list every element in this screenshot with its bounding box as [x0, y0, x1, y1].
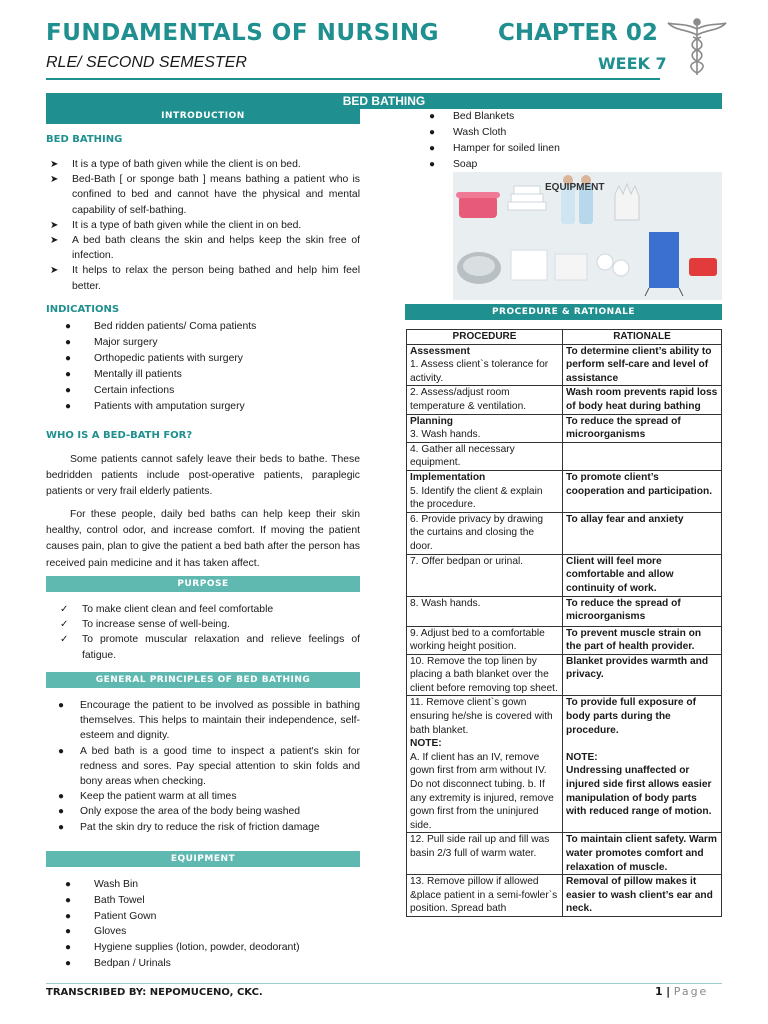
general-principles-banner: GENERAL PRINCIPLES OF BED BATHING: [46, 672, 360, 688]
list-item: ● Wash Bin: [46, 877, 360, 893]
list-item: ● Bedpan / Urinals: [46, 956, 360, 972]
rationale-cell: Removal of pillow makes it easier to wash client’s ear and neck.: [563, 875, 722, 917]
list-item: ● Hygiene supplies (lotion, powder, deodorant): [46, 940, 360, 956]
table-row: [407, 696, 722, 833]
procedure-cell: 10. Remove the top linen by placing a bath blanket over the client before removing top sheet.: [407, 654, 563, 696]
list-item: ➤ It is a type of bath given while the client is on bed.: [46, 157, 360, 172]
procedure-cell: 5. Identify the client & explain the procedure.: [410, 485, 543, 511]
procedure-cell: 4. Gather all necessary equipment.: [407, 442, 563, 470]
list-item: ● A bed bath is a good time to inspect a patient's skin for redness and sores. Pay special attention to skin folds and bony areas when checking.: [58, 745, 360, 788]
page-word: Page: [673, 985, 709, 998]
checkmark-icon: ✓: [60, 604, 69, 615]
week-label: WEEK 7: [598, 54, 667, 73]
who-paragraph-1: Some patients cannot safely leave their beds to bathe. These bedridden patients include post-operative patients, paraplegic patients or very frail elderly patients.: [46, 454, 360, 498]
bullet-dot-icon: ●: [429, 159, 436, 170]
bullet-dot-icon: ●: [65, 337, 72, 348]
note-label: NOTE:: [566, 751, 598, 763]
page-number: [655, 985, 708, 998]
procedure-cell: 12. Pull side rail up and fill was basin 2/3 full of warm water.: [407, 833, 563, 875]
list-item: ● Bath Towel: [46, 893, 360, 909]
rationale-cell: To provide full exposure of body parts during the procedure.: [566, 697, 696, 736]
rationale-cell: Client will feel more comfortable and allow continuity of work.: [563, 554, 722, 596]
page-number-value: 1: [655, 985, 663, 998]
list-item: ➤ It is a type of bath given while the client in on bed.: [46, 218, 360, 233]
table-row: [407, 470, 722, 512]
procedure-cell: 11. Remove client`s gown ensuring he/she is covered with bath blanket.: [410, 697, 553, 736]
table-row: [407, 875, 722, 917]
list-item: ✓ To make client clean and feel comfortable: [56, 602, 360, 617]
equipment-banner: EQUIPMENT: [46, 851, 360, 867]
bullet-dot-icon: ●: [429, 111, 436, 122]
table-row: [407, 414, 722, 442]
document-title: FUNDAMENTALS OF NURSING: [46, 20, 439, 46]
arrow-bullet-icon: ➤: [50, 265, 59, 277]
header-divider: [46, 78, 660, 80]
footer-divider: [46, 983, 722, 984]
rationale-cell: Blanket provides warmth and privacy.: [563, 654, 722, 696]
purpose-banner: PURPOSE: [46, 576, 360, 592]
bullet-dot-icon: ●: [58, 700, 65, 711]
list-item: ➤ It helps to relax the person being bathed and help him feel better.: [50, 265, 360, 292]
rationale-cell: [563, 442, 722, 470]
bullet-dot-icon: ●: [58, 821, 65, 833]
equipment-collage-image: [453, 172, 722, 300]
bullet-dot-icon: ●: [65, 957, 72, 969]
equipment-list-left: [46, 877, 360, 972]
list-item: ● Mentally ill patients: [46, 367, 360, 383]
bullet-dot-icon: ●: [65, 353, 72, 364]
bullet-dot-icon: ●: [65, 910, 72, 922]
list-item: ➤ Bed-Bath [ or sponge bath ] means bathing a patient who is confined to bed and cannot have the physical and mental capability of self-bathing.: [50, 174, 360, 216]
document-subtitle: RLE/ SECOND SEMESTER: [46, 54, 247, 71]
step-subheading: Assessment: [410, 345, 471, 357]
procedure-table: [406, 329, 722, 917]
list-item: ✓ To increase sense of well-being.: [56, 617, 360, 632]
bullet-dot-icon: ●: [58, 806, 65, 818]
page-separator: |: [666, 985, 671, 998]
list-item: ● Only expose the area of the body being washed: [54, 804, 360, 819]
bullet-dot-icon: ●: [65, 926, 72, 938]
main-banner: BED BATHING: [46, 93, 722, 109]
bullet-dot-icon: ●: [65, 942, 72, 954]
table-row: [407, 442, 722, 470]
procedure-column-header: PROCEDURE: [407, 330, 563, 345]
who-heading: WHO IS A BED-BATH FOR?: [46, 430, 193, 441]
table-row: [407, 833, 722, 875]
list-item: ● Orthopedic patients with surgery: [46, 351, 360, 367]
bullet-dot-icon: ●: [65, 894, 72, 906]
arrow-bullet-icon: ➤: [50, 235, 59, 247]
procedure-cell: 13. Remove pillow if allowed &place patient in a semi-fowler`s position. Spread bath: [407, 875, 563, 917]
caduceus-icon: [666, 15, 728, 77]
note-label: NOTE:: [410, 738, 442, 750]
general-principles-list: [54, 698, 360, 835]
table-row: [407, 626, 722, 654]
procedure-cell: 1. Assess client`s tolerance for activity.: [410, 359, 549, 384]
table-row: [407, 596, 722, 626]
procedure-banner: PROCEDURE & RATIONALE: [405, 304, 722, 320]
equipment-list-right: [405, 109, 722, 173]
rationale-cell: To prevent muscle strain on the part of health provider.: [563, 626, 722, 654]
list-item: ● Bed ridden patients/ Coma patients: [46, 319, 360, 335]
purpose-list: [56, 602, 360, 663]
bullet-dot-icon: ●: [58, 791, 65, 803]
bullet-dot-icon: ●: [429, 127, 436, 138]
procedure-cell: 3. Wash hands.: [410, 429, 481, 441]
procedure-cell: 8. Wash hands.: [407, 596, 563, 626]
note-text: A. If client has an IV, remove gown first from arm without IV. Do not disconnect tubing. b. If any extremity is injured, remove gown first from the uninjured side.: [410, 751, 554, 831]
bullet-dot-icon: ●: [58, 745, 65, 757]
table-row: [407, 344, 722, 386]
chapter-label: CHAPTER 02: [498, 20, 658, 46]
list-item: ● Hamper for soiled linen: [405, 141, 722, 157]
list-item: ➤ A bed bath cleans the skin and helps keep the skin free of infection.: [50, 235, 360, 262]
who-paragraph-2: For these people, daily bed baths can help keep their skin healthy, control odor, and increase comfort. If moving the patient causes pain, plan to give the patient a bed bath after the person has received pain medicine and it has taken affect.: [46, 509, 360, 569]
list-item: ● Certain infections: [46, 383, 360, 399]
bullet-dot-icon: ●: [65, 321, 72, 332]
bullet-dot-icon: ●: [65, 369, 72, 380]
bullet-dot-icon: ●: [65, 401, 72, 412]
bullet-dot-icon: ●: [65, 879, 72, 890]
rationale-column-header: RATIONALE: [563, 330, 722, 345]
step-subheading: Planning: [410, 415, 454, 427]
list-item: ✓ To promote muscular relaxation and relieve feelings of fatigue.: [60, 634, 360, 661]
table-row: [407, 386, 722, 414]
checkmark-icon: ✓: [60, 634, 69, 646]
indications-list: [46, 319, 360, 415]
rationale-cell: To determine client’s ability to perform self-care and level of assistance: [563, 344, 722, 386]
rationale-cell: To reduce the spread of microorganisms: [563, 596, 722, 626]
list-item: ● Major surgery: [46, 335, 360, 351]
list-item: ● Patient Gown: [46, 909, 360, 925]
list-item: ● Keep the patient warm at all times: [54, 789, 360, 804]
list-item: ● Gloves: [46, 924, 360, 940]
bed-bathing-heading: BED BATHING: [46, 134, 123, 145]
step-subheading: Implementation: [410, 471, 486, 483]
table-header-row: [407, 330, 722, 345]
arrow-bullet-icon: ➤: [50, 219, 59, 231]
arrow-bullet-icon: ➤: [50, 159, 59, 170]
list-item: ● Bed Blankets: [405, 109, 722, 125]
list-item: ● Patients with amputation surgery: [46, 399, 360, 415]
table-row: [407, 654, 722, 696]
list-item: ● Wash Cloth: [405, 125, 722, 141]
rationale-cell: Wash room prevents rapid loss of body heat during bathing: [563, 386, 722, 414]
arrow-bullet-icon: ➤: [50, 174, 59, 186]
procedure-cell: 9. Adjust bed to a comfortable working height position.: [407, 626, 563, 654]
transcribed-by: TRANSCRIBED BY: NEPOMUCENO, CKC.: [46, 987, 263, 998]
equipment-image-label: EQUIPMENT: [545, 182, 605, 193]
rationale-cell: To maintain client safety. Warm water promotes comfort and relaxation of muscle.: [563, 833, 722, 875]
introduction-banner: INTRODUCTION: [46, 108, 360, 124]
table-row: [407, 512, 722, 554]
rationale-cell: To promote client’s cooperation and participation.: [563, 470, 722, 512]
rationale-cell: To allay fear and anxiety: [563, 512, 722, 554]
procedure-cell: 6. Provide privacy by drawing the curtains and closing the door.: [407, 512, 563, 554]
indications-heading: INDICATIONS: [46, 304, 120, 315]
bullet-dot-icon: ●: [429, 143, 436, 154]
list-item: ● Soap: [405, 157, 722, 173]
table-row: [407, 554, 722, 596]
bullet-dot-icon: ●: [65, 385, 72, 396]
procedure-cell: 7. Offer bedpan or urinal.: [407, 554, 563, 596]
list-item: ● Pat the skin dry to reduce the risk of friction damage: [54, 820, 360, 835]
rationale-cell: To reduce the spread of microorganisms: [563, 414, 722, 442]
procedure-cell: 2. Assess/adjust room temperature & ventilation.: [407, 386, 563, 414]
note-text: Undressing unaffected or injured side first allows easier manipulation of body parts with reduced range of motion.: [566, 765, 712, 818]
list-item: ● Encourage the patient to be involved as possible in bathing themselves. This helps to maintain their independence, self-esteem and dignity.: [58, 700, 360, 742]
checkmark-icon: ✓: [60, 619, 69, 631]
introduction-list: [46, 157, 360, 294]
